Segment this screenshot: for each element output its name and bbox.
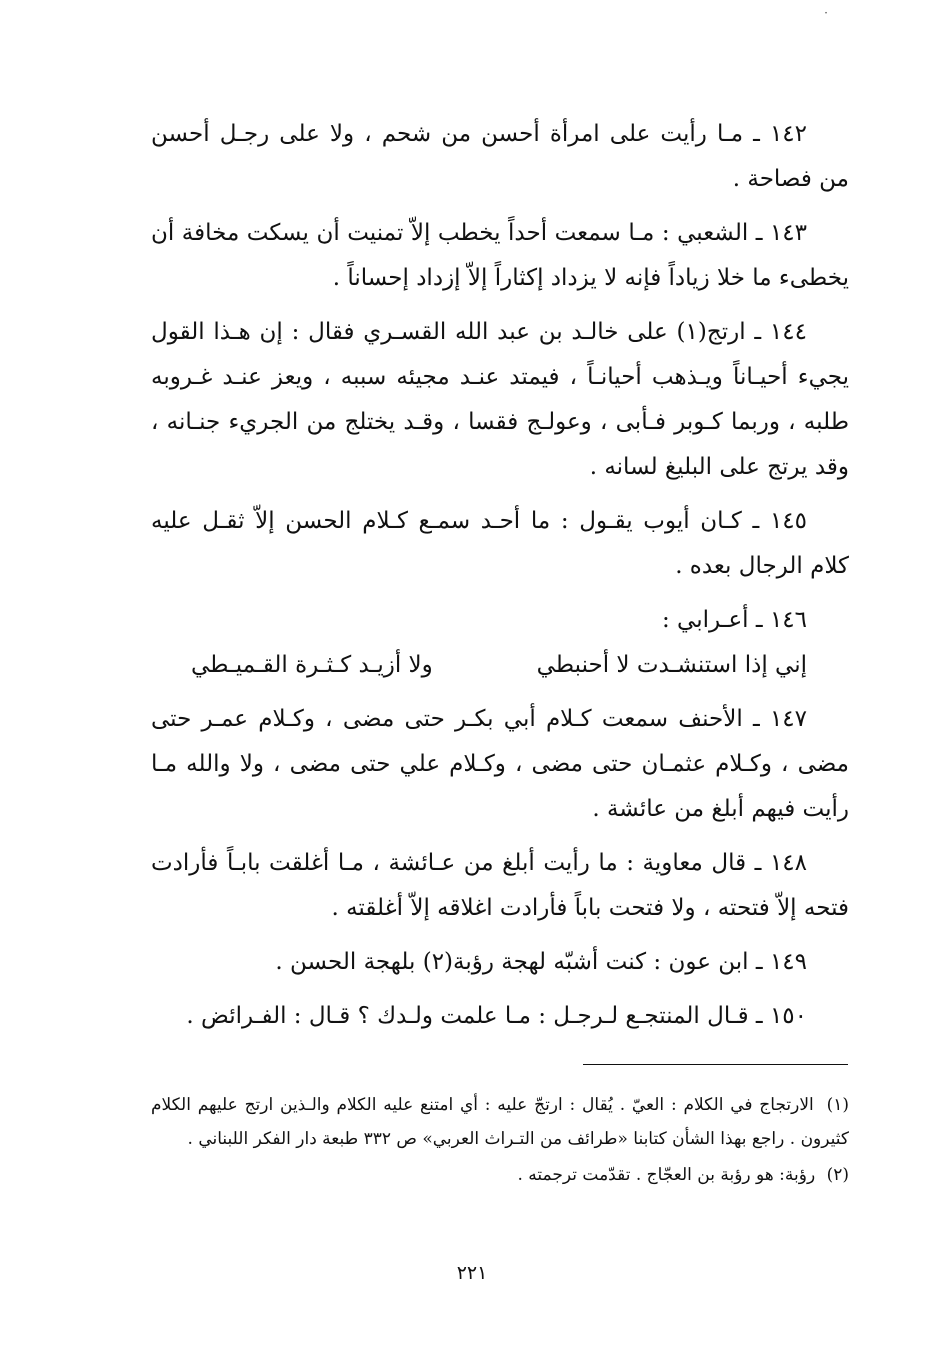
footnote-2 (151, 1158, 849, 1192)
footnotes (151, 1088, 849, 1194)
verse-hemistich-second: ولا أزيـد كـثـرة القـميـطي (191, 652, 433, 678)
footnote-1-number: (١) (826, 1095, 849, 1115)
verse-line (151, 643, 849, 688)
footnote-1-text: الارتجاج في الكلام : العيّ . يُقال : ارتجّ عليه : أي امتنع عليه الكلام والـذين ارتج عليهم الكلام كثيرون . راجع بهذا الشأن كتابنا «طرائف من التـراث العربي» ص ٣٣٢ طبعة دار الفكر اللبناني . (151, 1095, 849, 1149)
paragraph-143: ١٤٣ ـ الشعبي : مـا سمعت أحداً يخطب إلاّ تمنيت أن يسكت مخافة أن يخطىء ما خلا زياداً فإنه لا يزداد إكثاراً إلاّ إزداد إحساناً . (151, 220, 849, 291)
footnote-1 (151, 1088, 849, 1156)
footnote-2-number: (٢) (826, 1165, 849, 1185)
paragraph-144: ١٤٤ ـ ارتج(١) على خالـد بن عبد الله القسـري فقال : إن هـذا القول يجيء أحيـاناً ويـذهب أحيانـاً ، فيمتد عنـد مجيئه سببه ، ويعز عنـد غـروبه طلبه ، وربما كـوبر فـأبى ، وعولـج فقسا ، وقـد يختلج من الجريء جنـانه ، وقد يرتج على البليغ لسانه . (151, 319, 849, 480)
paragraph-142: ١٤٢ ـ مـا رأيت على امرأة أحسن من شحم ، ولا على رجـل أحسن من فصاحة . (151, 121, 849, 192)
paragraph-150: ١٥٠ ـ قـال المنتجـع لـرجـل : مـا علمت ولـدك ؟ قـال : الفـرائض . (186, 1003, 807, 1029)
main-text (151, 112, 849, 1048)
paragraph-145: ١٤٥ ـ كـان أيوب يقـول : ما أحـد سمـع كـلام الحسن إلاّ ثقـل عليه كلام الرجال بعده . (151, 508, 849, 579)
corner-mark: · (824, 6, 828, 20)
paragraph-149: ١٤٩ ـ ابن عون : كنت أشبّه لهجة رؤبة(٢) بلهجة الحسن . (275, 949, 807, 975)
verse-hemistich-first: إني إذا استنشـدت لا أحنبطي (536, 652, 807, 678)
page-number: ٢٢١ (456, 1262, 488, 1284)
footnote-2-text: رؤبة: هو رؤبة بن العجّاج . تقدّمت ترجمته . (517, 1165, 816, 1185)
footnote-separator (583, 1064, 848, 1065)
paragraph-148: ١٤٨ ـ قال معاوية : ما رأيت أبلغ من عـائشة ، مـا أغلقت بابـاً فأرادت فتحه إلاّ فتحته ، ولا فتحت باباً فأرادت اغلاقه إلاّ أغلقته . (151, 850, 849, 921)
verse-intro-146: ١٤٦ ـ أعـرابي : (662, 607, 807, 633)
paragraph-147: ١٤٧ ـ الأحنف سمعت كـلام أبي بكـر حتى مضى ، وكـلام عمـر حتى مضى ، وكـلام عثمـان حتى مضى ، وكـلام علي حتى مضى ، ولا والله مـا رأيت فيهم أبلغ من عائشة . (151, 706, 849, 822)
